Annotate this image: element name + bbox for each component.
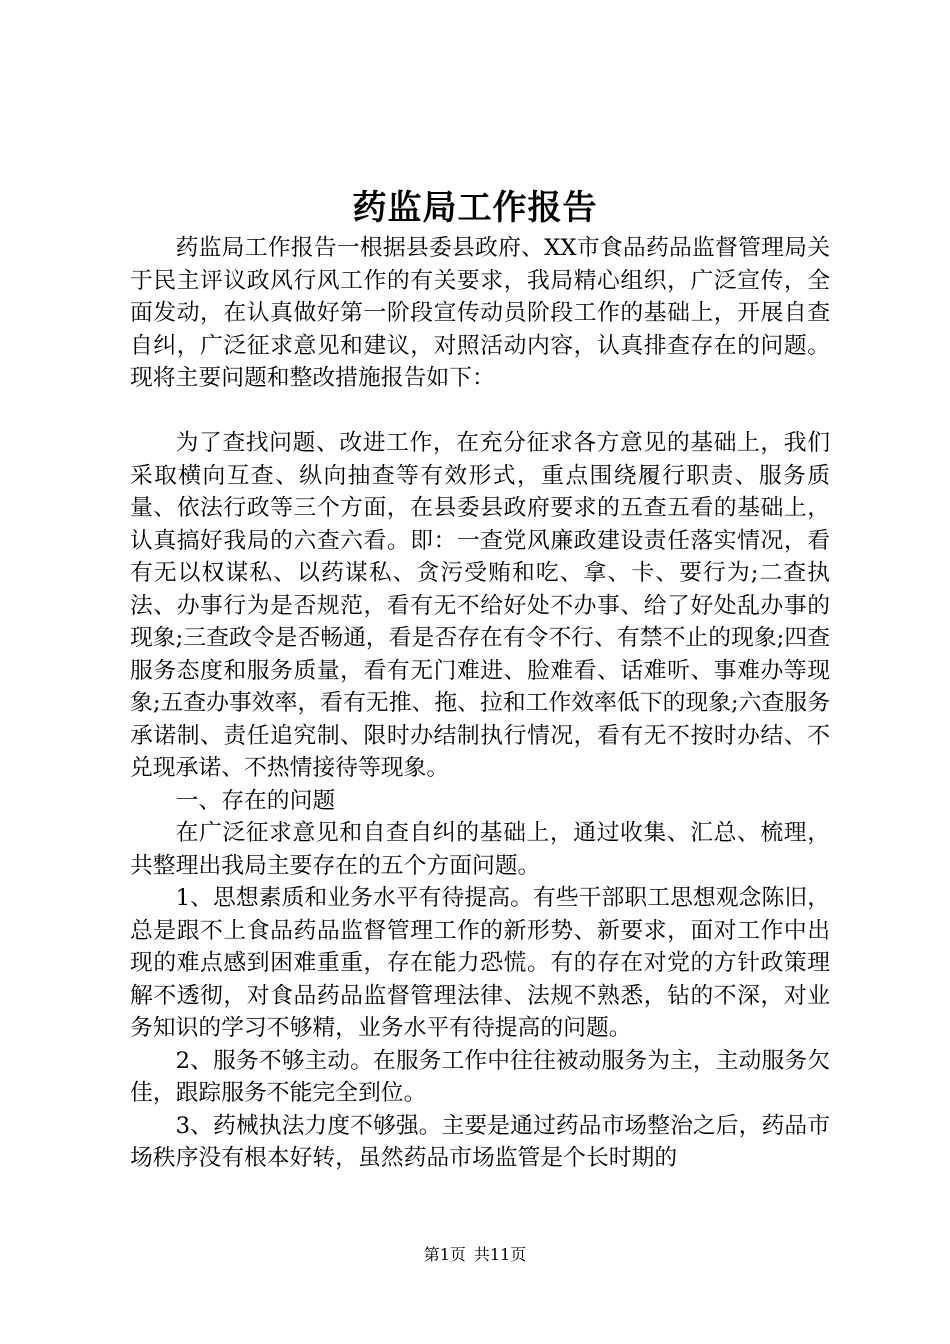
document-title: 药监局工作报告 — [352, 188, 598, 228]
paragraph-problem-2: 2、服务不够主动。在服务工作中往往被动服务为主，主动服务欠佳，跟踪服务不能完全到位。 — [130, 1047, 830, 1106]
page-total: 共11页 — [473, 1245, 527, 1264]
document-body — [130, 232, 830, 1175]
paragraph-problems-summary: 在广泛征求意见和自查自纠的基础上，通过收集、汇总、梳理，共整理出我局主要存在的五个方面问题。 — [130, 820, 830, 879]
paragraph-six-checks: 为了查找问题、改进工作，在充分征求各方意见的基础上，我们采取横向互查、纵向抽查等有效形式，重点围绕履行职责、服务质量、依法行政等三个方面，在县委县政府要求的五查五看的基础上，认真搞好我局的六查六看。即：一查党风廉政建设责任落实情况，看有无以权谋私、以药谋私、贪污受贿和吃、拿、卡、要行为;二查执法、办事行为是否规范，看有无不给好处不办事、给了好处乱办事的现象;三查政令是否畅通，看是否存在有令不行、有禁不止的现象;四查服务态度和服务质量，看有无门难进、脸难看、话难听、事难办等现象;五查办事效率，看有无推、拖、拉和工作效率低下的现象;六查服务承诺制、责任追究制、限时办结制执行情况，看有无不按时办结、不兑现承诺、不热情接待等现象。 — [130, 430, 830, 781]
paragraph-problem-3: 3、药械执法力度不够强。主要是通过药品市场整治之后，药品市场秩序没有根本好转，虽然药品市场监管是个长时期的 — [130, 1112, 830, 1171]
section-heading-problems: 一、存在的问题 — [175, 787, 336, 814]
page-number: 第1页 — [423, 1245, 466, 1264]
paragraph-problem-1: 1、思想素质和业务水平有待提高。有些干部职工思想观念陈旧，总是跟不上食品药品监督管理工作的新形势、新要求，面对工作中出现的难点感到困难重重，存在能力恐慌。有的存在对党的方针政策理解不透彻，对食品药品监督管理法律、法规不熟悉，钻的不深，对业务知识的学习不够精，业务水平有待提高的问题。 — [130, 885, 830, 1041]
page-footer — [0, 1243, 950, 1267]
paragraph-intro: 药监局工作报告一根据县委县政府、XX市食品药品监督管理局关于民主评议政风行风工作的有关要求，我局精心组织，广泛宣传，全面发动，在认真做好第一阶段宣传动员阶段工作的基础上，开展自查自纠，广泛征求意见和建议，对照活动内容，认真排查存在的问题。现将主要问题和整改措施报告如下： — [130, 235, 830, 391]
